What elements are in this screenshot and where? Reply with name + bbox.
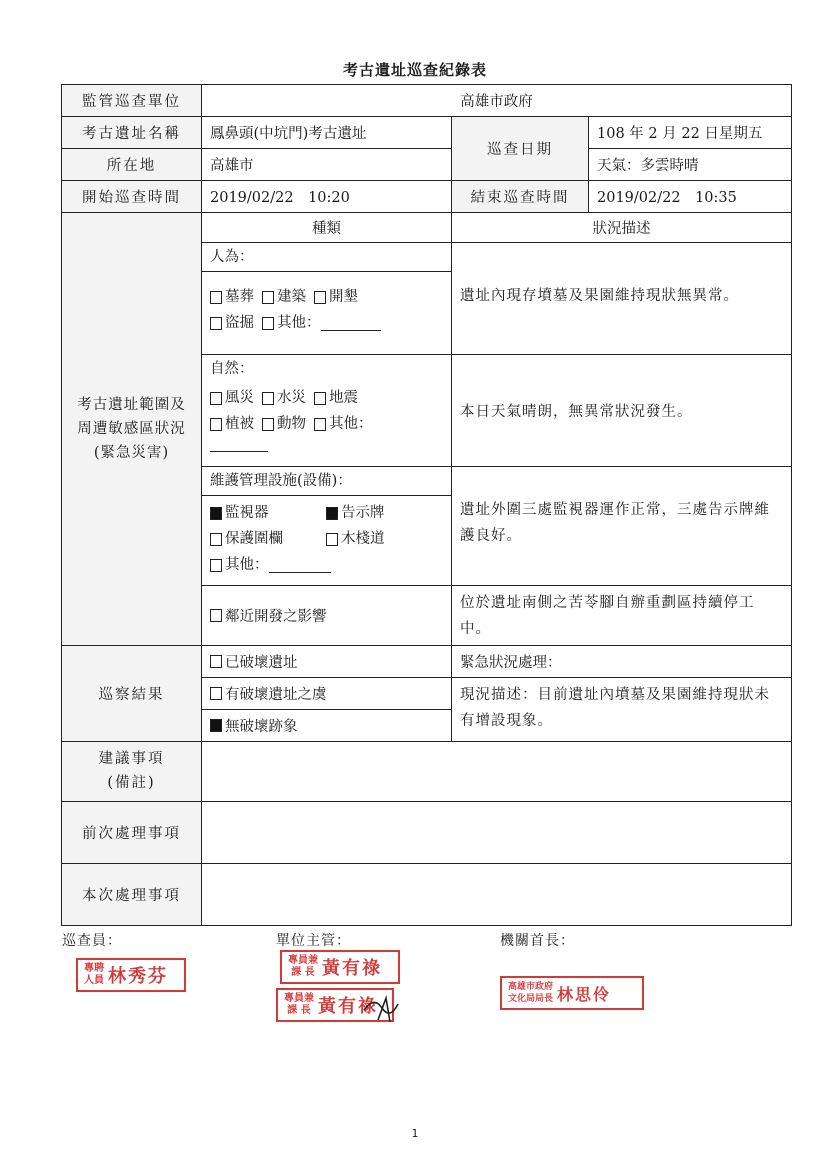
- result-none-cell: [202, 709, 452, 741]
- current-field[interactable]: [202, 863, 792, 925]
- facility-option-camera: 監視器: [225, 505, 269, 522]
- natural-heading: 自然：: [210, 361, 254, 378]
- facility-option-sign: 告示牌: [341, 505, 385, 522]
- signature-scribble-icon: [360, 990, 410, 1026]
- facility-status: 遺址外圍三處監視器運作正常，三處告示牌維護良好。: [452, 467, 792, 585]
- facility-sign-checkbox[interactable]: [326, 507, 338, 520]
- result-destroyed-cell: [202, 645, 452, 677]
- supervisor-stamp2-title: 專員兼 課 長: [284, 993, 314, 1016]
- natural-option-animal: 動物: [277, 416, 306, 433]
- facility-option-boardwalk: 木棧道: [341, 531, 385, 548]
- natural-vegetation-checkbox[interactable]: [210, 418, 222, 431]
- head-label: 機關首長：: [500, 933, 575, 949]
- natural-option-vegetation: 植被: [225, 416, 254, 433]
- previous-field[interactable]: [202, 801, 792, 863]
- human-status: 遺址內現存墳墓及果園維持現狀無異常。: [452, 243, 792, 355]
- natural-animal-checkbox[interactable]: [262, 418, 274, 431]
- result-destroyed-checkbox[interactable]: [210, 655, 222, 668]
- result-label: 巡察結果: [62, 645, 202, 741]
- facility-other-checkbox[interactable]: [210, 559, 222, 572]
- human-option-burial: 墓葬: [225, 289, 254, 306]
- development-cell: [202, 585, 452, 645]
- facility-other-blank[interactable]: [269, 558, 331, 573]
- previous-label: 前次處理事項: [62, 801, 202, 863]
- facility-boardwalk-checkbox[interactable]: [326, 533, 338, 546]
- head-stamp: [500, 976, 644, 1010]
- human-other-blank[interactable]: [321, 316, 381, 331]
- location-label: 所在地: [62, 149, 202, 181]
- natural-flood-checkbox[interactable]: [262, 392, 274, 405]
- inspector-label: 巡查員：: [62, 933, 122, 949]
- facility-option-fence: 保護圍欄: [225, 531, 283, 548]
- facility-option-other: 其他：: [225, 557, 269, 574]
- supervisor-stamp1-name: 黃有祿: [322, 958, 382, 979]
- facility-camera-checkbox[interactable]: [210, 507, 222, 520]
- current-label: 本次處理事項: [62, 863, 202, 925]
- natural-wind-checkbox[interactable]: [210, 392, 222, 405]
- human-option-other: 其他：: [277, 315, 321, 332]
- location-value: 高雄市: [202, 149, 452, 181]
- supervisor-label: 單位主管：: [276, 933, 351, 949]
- human-burial-checkbox[interactable]: [210, 291, 222, 304]
- emergency-label: 緊急狀況處理：: [452, 645, 792, 677]
- supervisor-stamp2-name: 黃有祿: [318, 996, 378, 1017]
- natural-option-other: 其他：: [329, 416, 373, 433]
- status-header: 狀況描述: [452, 213, 792, 243]
- weather-value: 天氣：多雲時晴: [589, 149, 792, 181]
- supervisor-stamp1-title: 專員兼 課 長: [288, 955, 318, 978]
- natural-option-flood: 水災: [277, 390, 306, 407]
- natural-option-quake: 地震: [329, 390, 358, 407]
- natural-status: 本日天氣晴朗，無異常狀況發生。: [452, 355, 792, 467]
- human-cell: [202, 243, 452, 355]
- natural-quake-checkbox[interactable]: [314, 392, 326, 405]
- result-none-checkbox[interactable]: [210, 719, 222, 732]
- suggestion-field[interactable]: [202, 741, 792, 801]
- result-option-none: 無破壞跡象: [225, 718, 298, 735]
- area-status-label: 考古遺址範圍及 周遭敏感區狀況 (緊急災害): [62, 213, 202, 645]
- inspection-form-table: [61, 84, 792, 926]
- result-risk-checkbox[interactable]: [210, 687, 222, 700]
- human-option-looting: 盜掘: [225, 315, 254, 332]
- suggestion-label: 建議事項 (備註): [62, 741, 202, 801]
- result-option-destroyed: 已破壞遺址: [225, 654, 298, 671]
- human-other-checkbox[interactable]: [262, 317, 274, 330]
- end-time-value: 2019/02/22 10:35: [589, 181, 792, 213]
- current-desc: 現況描述：目前遺址內墳墓及果園維持現狀未有增設現象。: [452, 677, 792, 741]
- human-reclaim-checkbox[interactable]: [314, 291, 326, 304]
- type-header: 種類: [202, 213, 452, 243]
- date-value: 108 年 2 月 22 日星期五: [589, 117, 792, 149]
- result-option-risk: 有破壞遺址之虞: [225, 686, 327, 703]
- head-stamp-title: 高雄市政府 文化局局長: [508, 982, 554, 1004]
- site-name-value: 鳳鼻頭(中坑門)考古遺址: [202, 117, 452, 149]
- inspector-stamp: [76, 958, 186, 992]
- inspect-date-label: 巡查日期: [452, 117, 589, 181]
- unit-value: 高雄市政府: [202, 85, 792, 117]
- site-name-label: 考古遺址名稱: [62, 117, 202, 149]
- human-option-building: 建築: [277, 289, 306, 306]
- natural-cell: [202, 355, 452, 467]
- form-title: 考古遺址巡查紀錄表: [342, 61, 487, 79]
- human-looting-checkbox[interactable]: [210, 317, 222, 330]
- facility-cell: [202, 467, 452, 585]
- facility-heading: 維護管理設施(設備)：: [202, 467, 451, 496]
- inspector-stamp-title: 專聘 人員: [84, 963, 104, 986]
- start-time-value: 2019/02/22 10:20: [202, 181, 452, 213]
- unit-label: 監管巡查單位: [62, 85, 202, 117]
- natural-other-checkbox[interactable]: [314, 418, 326, 431]
- head-stamp-name: 林思伶: [557, 984, 612, 1004]
- development-checkbox[interactable]: [210, 609, 222, 622]
- result-risk-cell: [202, 677, 452, 709]
- human-building-checkbox[interactable]: [262, 291, 274, 304]
- inspector-stamp-name: 林秀芬: [108, 966, 168, 987]
- end-time-label: 結束巡查時間: [452, 181, 589, 213]
- natural-other-blank[interactable]: [210, 437, 268, 452]
- page-number: 1: [411, 1127, 419, 1140]
- human-option-reclaim: 開墾: [329, 289, 358, 306]
- development-option: 鄰近開發之影響: [225, 608, 327, 625]
- supervisor-stamp-1: [280, 950, 400, 984]
- start-time-label: 開始巡查時間: [62, 181, 202, 213]
- development-status: 位於遺址南側之苦苓腳自辦重劃區持續停工中。: [452, 585, 792, 645]
- natural-option-wind: 風災: [225, 390, 254, 407]
- facility-fence-checkbox[interactable]: [210, 533, 222, 546]
- human-heading: 人為：: [202, 243, 451, 272]
